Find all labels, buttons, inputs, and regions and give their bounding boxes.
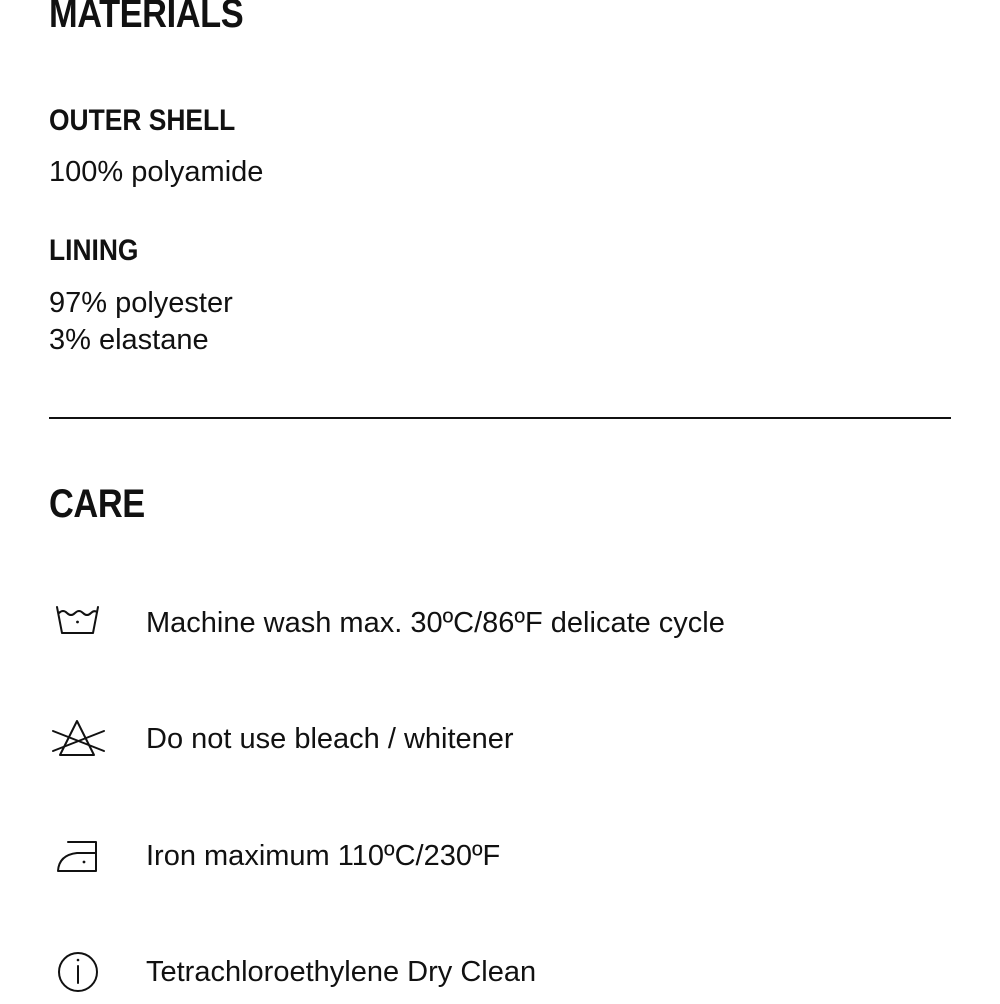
machine-wash-30-icon [49, 595, 109, 655]
care-text-iron: Iron maximum 110ºC/230ºF [146, 840, 501, 872]
care-item-no-bleach [49, 711, 949, 771]
lining-heading: LINING [49, 234, 139, 267]
care-text-no-bleach: Do not use bleach / whitener [146, 723, 514, 755]
lining-composition-2: 3% elastane [49, 324, 209, 356]
materials-title: MATERIALS [49, 0, 244, 36]
care-title: CARE [49, 482, 145, 526]
care-item-iron [49, 828, 949, 888]
outer-shell-heading: OUTER SHELL [49, 104, 236, 137]
care-item-machine-wash [49, 595, 949, 655]
care-text-dry-clean: Tetrachloroethylene Dry Clean [146, 956, 537, 988]
care-item-dry-clean [49, 944, 949, 1004]
no-bleach-icon [49, 711, 109, 771]
lining-composition-1: 97% polyester [49, 287, 233, 319]
dry-clean-p-icon [49, 944, 109, 1004]
outer-shell-composition: 100% polyamide [49, 156, 264, 188]
care-text-machine-wash: Machine wash max. 30ºC/86ºF delicate cycle [146, 607, 725, 639]
iron-low-icon [49, 828, 109, 888]
section-divider [49, 417, 951, 419]
